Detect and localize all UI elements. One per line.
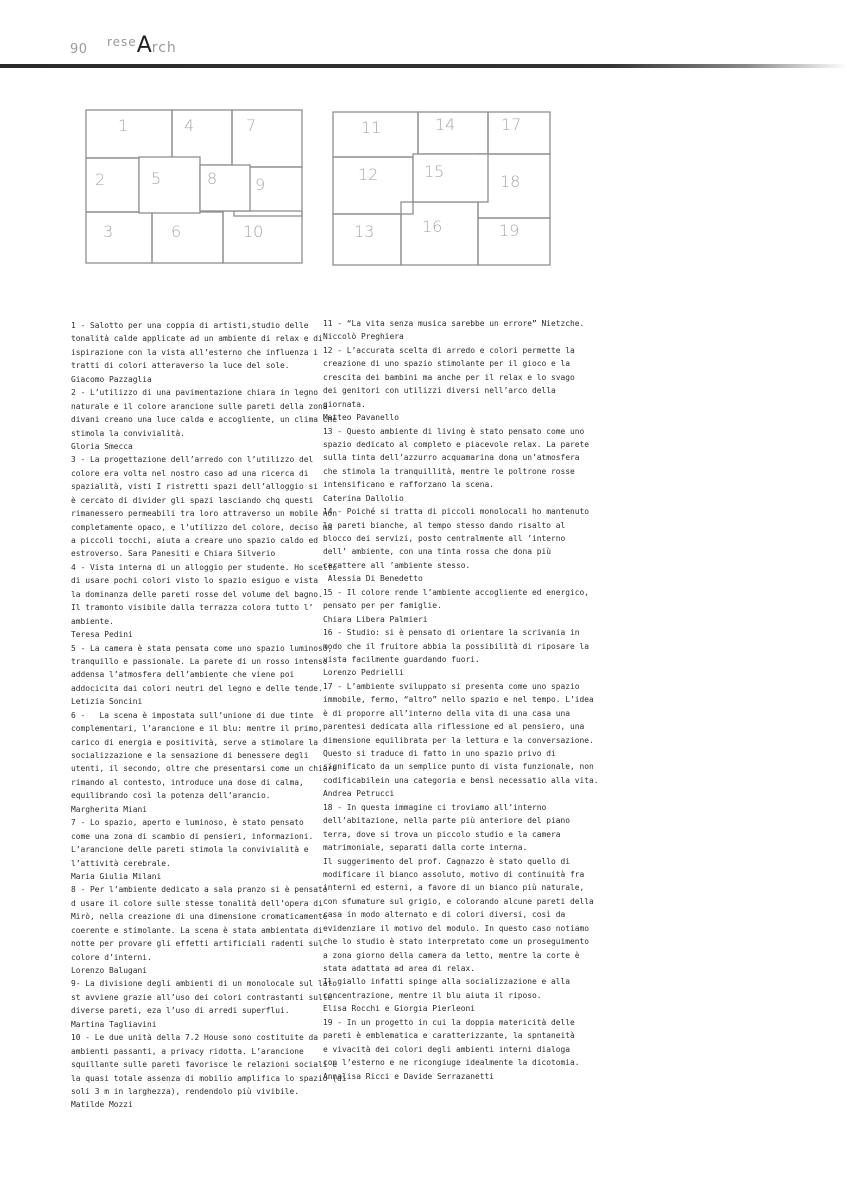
caption-line: socializzazione e la sensazione di benessere degli [71,751,309,760]
caption-line: Teresa Pedini [71,630,133,640]
caption-line: modo che il fruitore abbia la possibilità di riposare la [323,641,590,651]
caption-line: dell’abitazione, nella parte più anteriore del piano [323,816,571,826]
caption-line: colore d’interni. [71,952,152,962]
caption-line: modificare il bianco assoluto, motivo di continuità fra [323,869,585,879]
panel-7 [232,110,302,167]
caption-line: coerente e stimolante. La scena è stata ambientata di [71,925,323,935]
panel-13 [333,214,401,265]
caption-line: 17 - L’ambiente sviluppato si presenta come uno spazio [323,681,580,691]
caption-line: 14 - Poiché si tratta di piccoli monolocali ho mantenuto [323,507,590,517]
caption-line: Mirò, nella creazione di una dimensione cromaticamente [71,912,328,922]
caption-line: evidenziare il motivo del modulo. In questo caso notiamo [323,923,590,933]
panel-2 [86,158,139,212]
caption-line: naturale e il colore arancione sulle pareti della zona [71,401,328,411]
caption-line: utenti, il secondo, oltre che presentarsi come un chiaro [71,764,338,774]
caption-line: colore era volta nel nostro caso ad una ricerca di [71,468,309,478]
caption-line: significato da un semplice punto di vista funzionale, non [323,762,594,772]
caption-line: equilibrando così la potenza dell’arancio. [71,791,271,801]
caption-line: 2 - L’utilizzo di una pavimentazione chiara in legno [71,388,319,398]
caption-line: 11 - “La vita senza musica sarebbe un errore” Nietzche. [323,319,585,328]
caption-line: Lorenzo Pedrielli [323,668,404,678]
caption-line: con sfumature sul grigio, e colorando alcune pareti della [323,896,594,906]
caption-line: codificabilein una categoria e bensì necessatio alla vita. [323,775,599,785]
caption-line: Martina Tagliavini [71,1019,157,1029]
caption-line: dei genitori con utilizzi diversi nell’arco della [323,386,556,396]
caption-column-right [323,317,598,1083]
panel-label: 11 [361,118,382,137]
caption-line: crescita dei bambini ma anche per il relax e lo svago [323,372,575,382]
caption-line: creazione di uno spazio stimolante per il gioco e la [323,359,571,369]
caption-line: a piccoli tocchi, aiuta a creare uno spazio caldo ed [71,536,319,545]
panel-label: 17 [501,115,522,134]
panel-1 [86,110,172,158]
caption-line: soli 3 m in larghezza), rendendolo più vivibile. [71,1086,300,1096]
panel-14 [418,112,488,154]
caption-line: è cercato di divider gli spazi lasciando chq questi [71,495,314,505]
caption-line: 18 - In questa immagine ci troviamo all’interno [323,802,547,812]
caption-line: sulla tinta dell’azzurro acquamarina dona un’atmosfera [323,453,580,463]
caption-line: 3 - La progettazione dell’arredo con l’utilizzo del [71,455,314,465]
caption-line: L’arancione delle pareti stimola la convivialità e [71,845,309,855]
caption-line: l’attività cerebrale. [71,858,171,868]
caption-line: Il suggerimento del prof. Cagnazzo è stato quello di [323,856,571,866]
caption-line: Maria Giulia Milani [71,871,162,881]
panel-5 [139,157,200,213]
caption-line: 10 - Le due unità della 7.2 House sono costituite da [71,1033,319,1043]
panel-3 [86,212,152,263]
caption-line: 4 - Vista interna di un alloggio per studente. Ho scelto [71,562,338,572]
caption-line: carico di energia e positività, serve a stimolare la [71,737,319,747]
caption-line: è di proporre all’interno della vita di una casa una [323,708,571,718]
caption-line: Andrea Petrucci [323,789,395,799]
logo-part-rese: rese [107,35,137,49]
caption-line: pareti è emblematica e caratterizzante, la spntaneità [323,1031,575,1041]
caption-line: Matilde Mozzi [71,1100,133,1110]
caption-line: Margherita Miani [71,804,148,814]
logo-part-rch: rch [151,40,177,56]
caption-line: squillante sulle pareti favorisce le relazioni sociali e [71,1060,338,1070]
caption-line: a zona giorno della camera da letto, mentre la corte è [323,950,580,960]
panel-label: 16 [422,217,443,236]
caption-line: che stimola la tranquillità, mentre le poltrone rosse [323,466,575,476]
caption-line: con l’esterno e ne ricongiuge idealmente la dicotomia. [323,1058,580,1068]
caption-line: Gloria Smecca [71,441,133,451]
image-key-diagram-1 [84,108,306,268]
panel-18 [478,154,550,218]
caption-line: d usare il colore sulle stesse tonalità dell’opera di [71,898,323,908]
caption-line: interni ed esterni, a favore di un bianco più naturale, [323,883,585,893]
panel-10 [223,211,302,263]
caption-line: Niccolò Preghiera [323,332,404,342]
panel-label: 5 [151,169,162,188]
caption-line: notte per provare gli effetti artificiali radenti sul [71,939,323,949]
caption-line: addensa l’atmosfera dell’ambiente che viene poi [71,670,295,680]
caption-line: Elisa Rocchi e Giorgia Pierleoni [323,1004,476,1014]
caption-line: st avviene grazie all’uso dei colori contrastanti sulle [71,992,333,1002]
caption-line: Lorenzo Balugani [71,966,148,975]
caption-line: tonalità calde applicate ad un ambiente di relax e di [71,334,323,344]
panel-label: 10 [243,222,264,241]
caption-line: 16 - Studio: si è pensato di orientare la scrivania in [323,628,580,638]
panel-label: 14 [435,115,456,134]
caption-line: Chiara Libera Palmieri [323,614,428,624]
caption-line: Annalisa Ricci e Davide Serrazanetti [323,1071,495,1081]
panel-label: 19 [499,221,520,240]
caption-line: spazio dedicato al completo e piacevole relax. La parete [323,439,590,449]
caption-line: 5 - La camera è stata pensata come uno spazio luminoso, [71,643,333,653]
caption-line: stata adattata ad area di relax. [323,964,476,973]
panel-label: 15 [424,162,445,181]
caption-line: terra, dove si trova un piccolo studio e la camera [323,829,561,839]
caption-line: Questo si traduce di fatto in uno spazio privo di [323,749,556,758]
caption-line: Letizia Soncini [71,697,143,707]
panel-17 [488,112,550,154]
caption-line: dell’ ambiente, con una tinta rossa che dona più [323,547,552,557]
caption-line: immobile, fermo, “altro” nello spazio e nel tempo. L’idea [323,695,594,705]
logo-part-a: A [136,33,152,58]
caption-line: la quasi totale assenza di mobilio amplifica lo spazio (di [71,1073,347,1083]
panel-8 [200,165,250,211]
panel-19 [478,218,550,265]
panel-label: 3 [103,222,114,241]
caption-line: le pareti bianche, al tempo stesso dando risalto al [323,520,566,530]
caption-line: che lo studio è stato interpretato come un proseguimento [323,937,590,947]
journal-logo [107,33,177,58]
caption-line: 7 - Lo spazio, aperto e luminoso, è stato pensato [71,818,304,828]
caption-line: divani creano una luce calda e accogliente, un clima che [71,415,338,425]
caption-line: stimola la convivialità. [71,428,186,438]
caption-line: ambiente. [71,616,114,626]
panel-label: 13 [354,222,375,241]
caption-line: concentrazione, mentre il blu aiuta il riposo. [323,990,542,1000]
header-rule [0,64,847,68]
panel-label: 1 [118,116,129,135]
caption-line: giornata. [323,399,366,409]
caption-line: di usare pochi colori visto lo spazio esiguo e vista [71,576,319,586]
caption-line: 19 - In un progetto in cui la doppia matericità delle [323,1017,575,1027]
caption-line: addocicita dai colori neutri del legno e delle tende. [71,683,323,693]
caption-line: come una zona di scambio di pensieri, informazioni. [71,831,314,841]
caption-line: ambienti passanti, a privacy ridotta. L’arancione [71,1046,304,1056]
panel-label: 2 [95,170,106,189]
caption-line: parentesi dedicata alla riflessione ed al pensiero, una [323,722,585,732]
caption-line: matrimoniale, separati dalla corte interna. [323,843,528,853]
caption-line: pensato per per famiglie. [323,601,442,611]
caption-line: Matteo Pavanello [323,413,400,423]
caption-line: la dominanza delle pareti rosse del volume del bagno. [71,589,323,599]
page-number: 90 [70,42,88,57]
caption-line: rimanessero permeabili tra loro attraverso un mobile non [71,509,338,519]
caption-line: 1 - Salotto per una coppia di artisti,studio delle [71,321,309,330]
caption-line: vista facilmente guardando fuori. [323,654,480,664]
caption-line: estroverso. Sara Panesiti e Chiara Silverio [71,549,276,559]
panel-label: 7 [246,116,257,135]
panel-label: 6 [171,222,182,241]
panel-label: 9 [255,175,266,194]
caption-line: complementari, l’arancione e il blu: mentre il primo, [71,724,323,734]
caption-line: diverse pareti, eza l’uso di arredi superflui. [71,1006,290,1016]
page-header [0,0,847,72]
caption-line: 9- La divisione degli ambienti di un monolocale sul lato [71,979,338,989]
caption-line: 15 - Il colore rende l’ambiente accogliente ed energico, [323,587,590,597]
panel-label: 8 [207,169,218,188]
caption-line: Alessia Di Benedetto [323,574,423,584]
caption-line: Caterina Dallolio [323,493,404,503]
caption-line: Il giallo infatti spinge alla socializzazione e alla [323,977,571,987]
caption-line: dimensione equilibrata per la lettura e la conversazione. [323,735,594,745]
caption-line: ispirazione con la vista all’esterno che influenza i [71,347,319,357]
caption-line: 6 - La scena è impostata sull’unione di due tinte [71,710,314,720]
caption-line: blocco dei servizi, posto centralmente all ’interno [323,534,566,543]
panel-label: 12 [358,165,379,184]
panel-11 [333,112,418,157]
panel-label: 18 [500,172,521,191]
panel-6 [152,212,223,263]
panel-label: 4 [184,116,195,135]
caption-line: completamente opaco, e l’utilizzo del colore, deciso ma [71,522,333,532]
caption-line: spazialità, visti I ristretti spazi dell’alloggio si [71,482,319,492]
caption-line: 13 - Questo ambiente di living è stato pensato come uno [323,426,585,436]
caption-line: Giacomo Pazzaglia [71,374,152,384]
caption-line: e vivacità dei colori degli ambienti interni dialoga [323,1044,571,1054]
image-key-diagram-2 [331,110,553,270]
caption-line: 8 - Per l’ambiente dedicato a sala pranzo si è pensato [71,885,328,895]
caption-line: casa in modo alternato e di colori diversi, così da [323,910,566,920]
caption-line: tranquillo e passionale. La parete di un rosso intenso [71,656,328,666]
caption-line: tratti di colori atteraverso la luce del sole. [71,361,290,371]
panel-15 [413,154,488,202]
caption-line: 12 - L’accurata scelta di arredo e colori permette la [323,345,575,355]
caption-line: intensificano e rafforzano la scena. [323,480,495,490]
caption-line: carattere all ’ambiente stesso. [323,560,471,570]
caption-line: rimando al contesto, introduce una dose di calma, [71,777,304,787]
caption-line: Il tramonto visibile dalla terrazza colora tutto l’ [71,603,314,613]
